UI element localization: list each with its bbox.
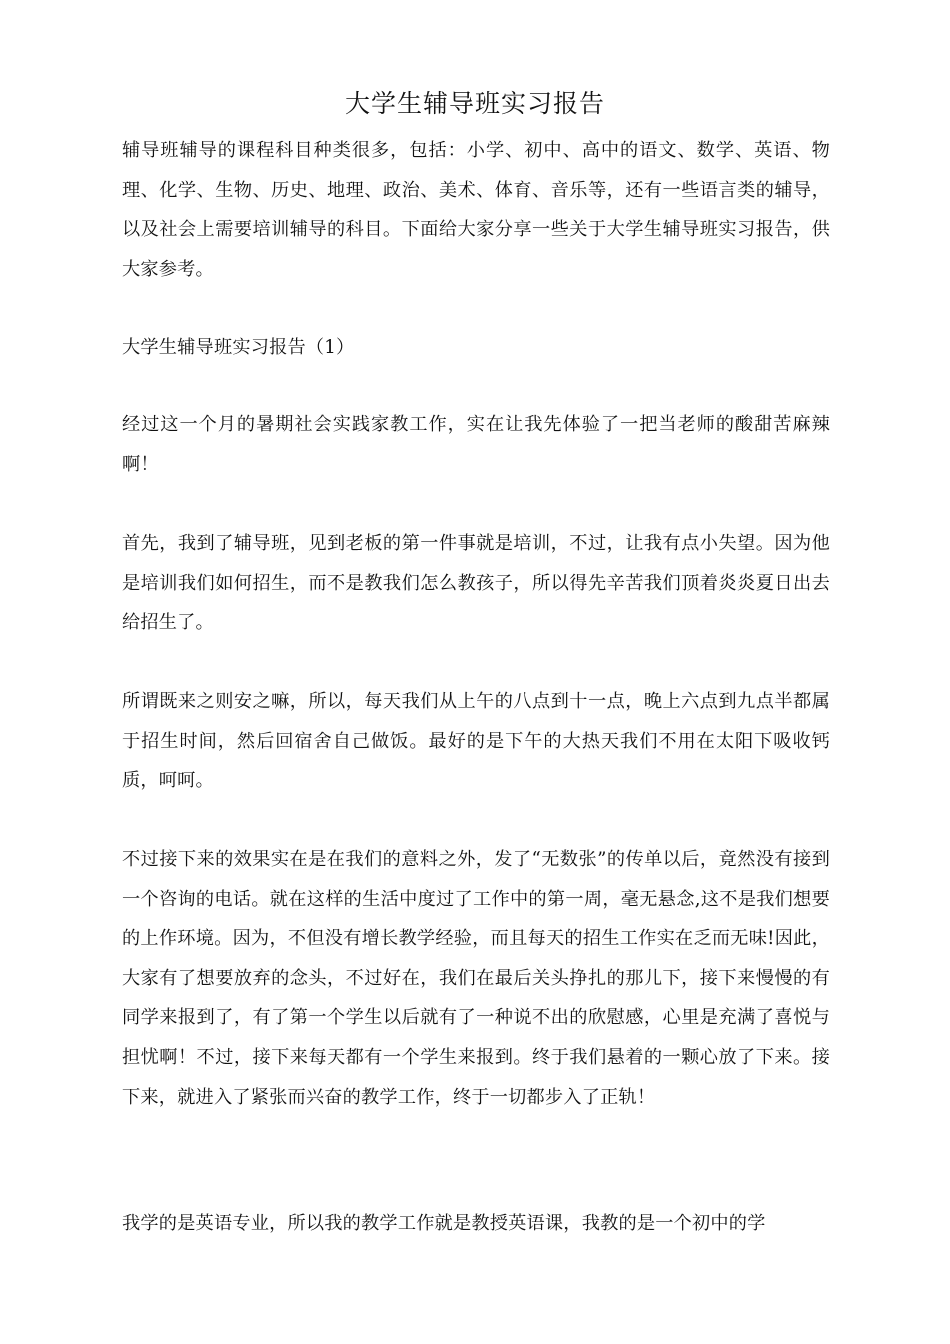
body-paragraph: 首先，我到了辅导班，见到老板的第一件事就是培训，不过，让我有点小失望。因为他是培训我们如何招生，而不是教我们怎么教孩子，所以得先辛苦我们顶着炎炎夏日出去给招生了。 [122, 533, 830, 634]
section-title: 大学生辅导班实习报告（1） [122, 337, 355, 358]
body-paragraph: 经过这一个月的暑期社会实践家教工作，实在让我先体验了一把当老师的酸甜苦麻辣啊！ [122, 414, 830, 475]
body-paragraph: 不过接下来的效果实在是在我们的意料之外，发了“无数张”的传单以后，竟然没有接到一个咨询的电话。就在这样的生活中度过了工作中的第一周，毫无悬念,这不是我们想要的上作环境。因为，不但没有增长教学经验，而且每天的招生工作实在乏而无味!因此，大家有了想要放弃的念头，不过好在，我们在最后关头挣扎的那儿下，接下来慢慢的有同学来报到了，有了第一个学生以后就有了一种说不出的欣慰感，心里是充满了喜悦与担忧啊！不过，接下来每天都有一个学生来报到。终于我们悬着的一颗心放了下来。接下来，就进入了紧张而兴奋的教学工作，终于一切都步入了正轨！ [122, 849, 830, 1108]
intro-paragraph: 辅导班辅导的课程科目种类很多，包括：小学、初中、高中的语文、数学、英语、物理、化学、生物、历史、地理、政治、美术、体育、音乐等，还有一些语言类的辅导，以及社会上需要培训辅导的科目。下面给大家分享一些关于大学生辅导班实习报告，供大家参考。 [122, 140, 830, 280]
document-title: 大学生辅导班实习报告 [344, 89, 605, 118]
body-paragraph: 我学的是英语专业，所以我的教学工作就是教授英语课，我教的是一个初中的学 [122, 1213, 766, 1234]
body-paragraph: 所谓既来之则安之嘛，所以，每天我们从上午的八点到十一点，晚上六点到九点半都属于招生时间，然后回宿舍自己做饭。最好的是下午的大热天我们不用在太阳下吸收钙质，呵呵。 [122, 691, 830, 792]
